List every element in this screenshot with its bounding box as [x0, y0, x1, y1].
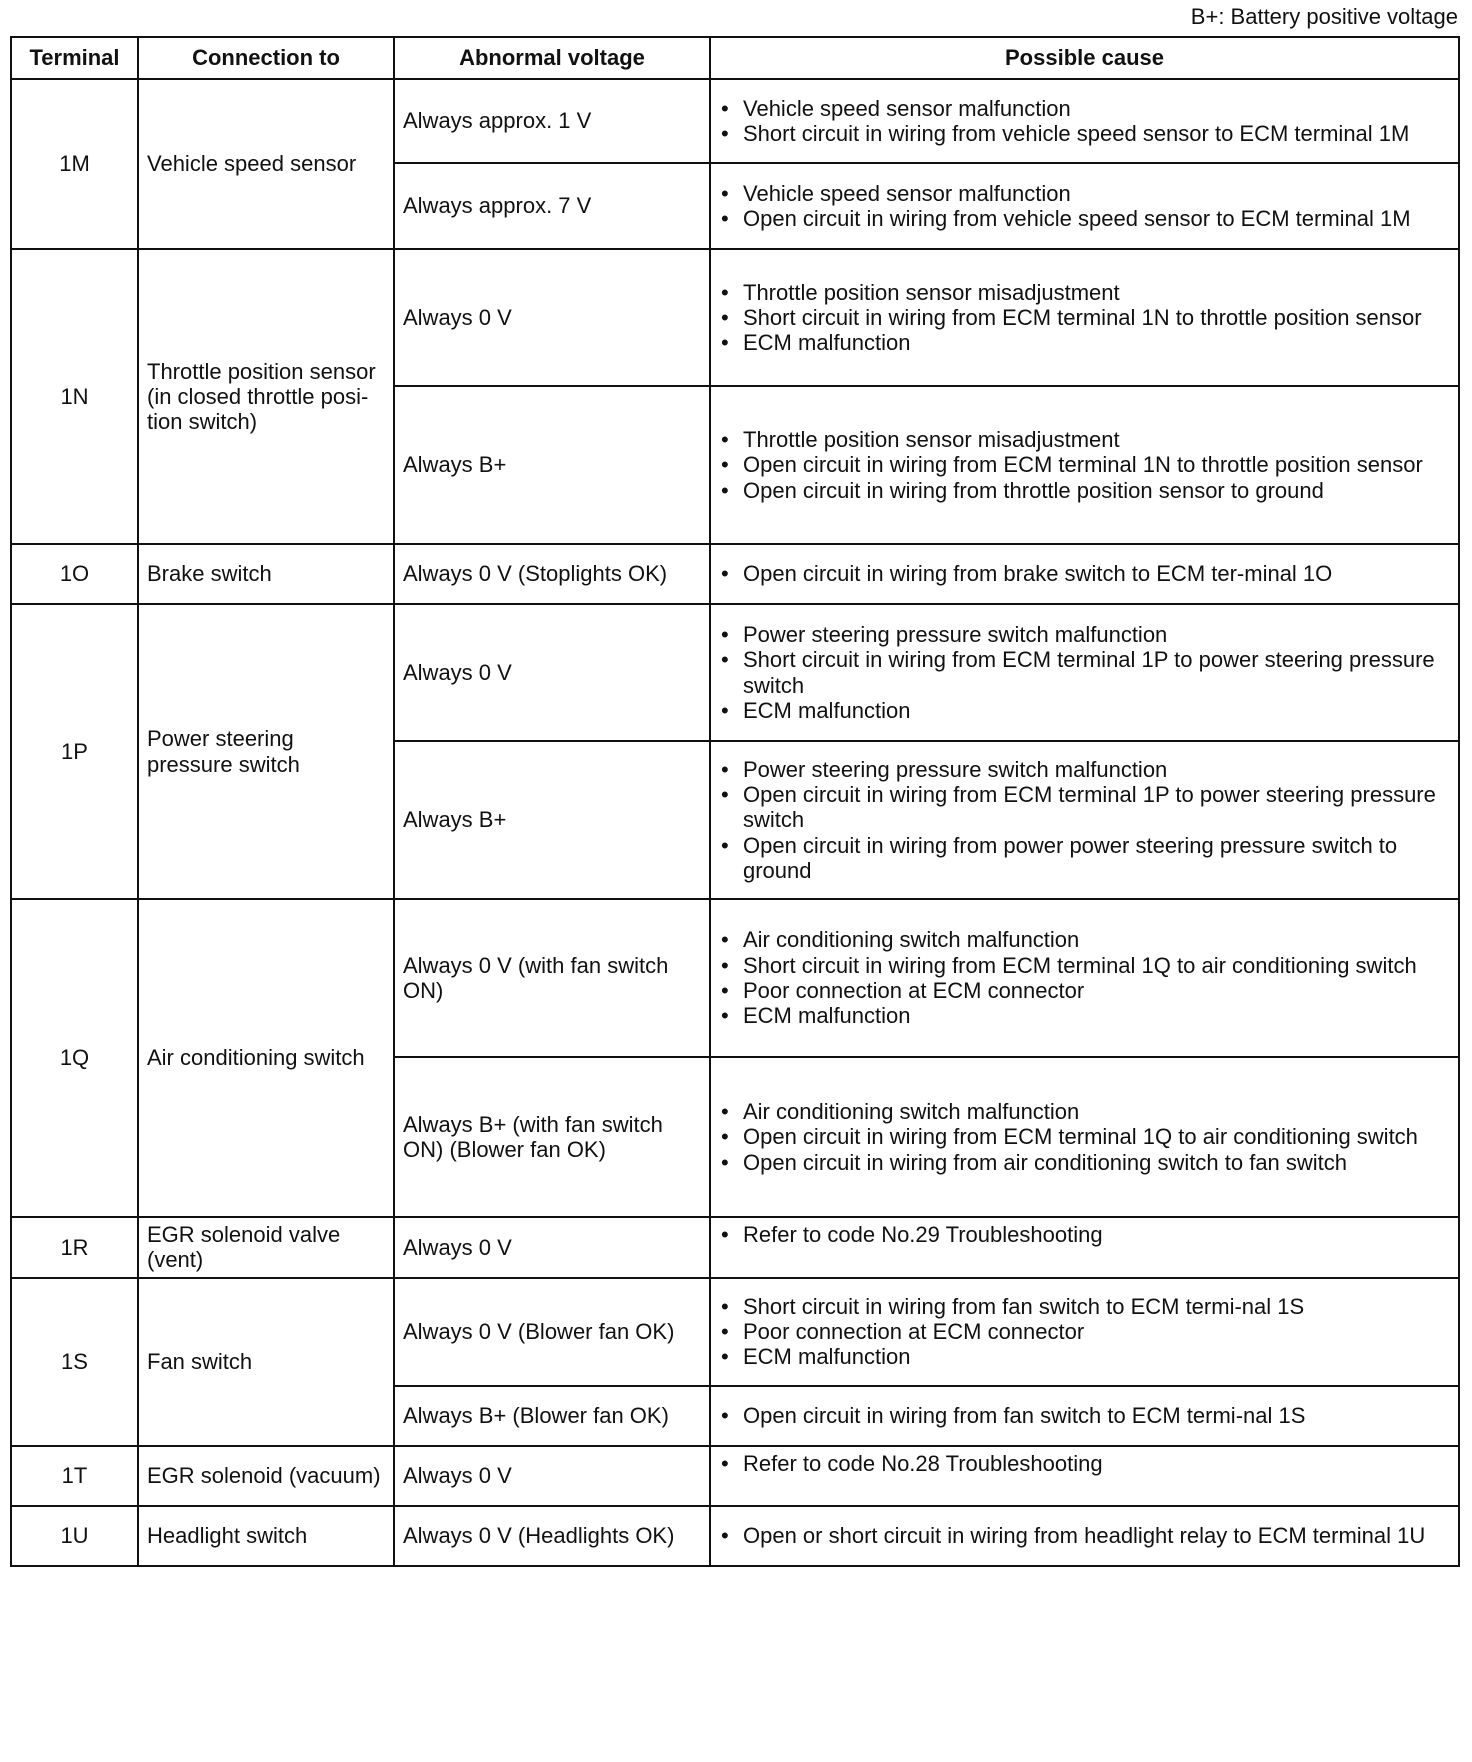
voltage-cell: Always 0 V (Blower fan OK)	[394, 1278, 710, 1386]
cause-list	[719, 927, 1450, 1028]
table-row	[11, 544, 1459, 604]
table-row	[11, 1217, 1459, 1278]
table-row	[11, 1506, 1459, 1566]
voltage-cell: Always approx. 7 V	[394, 163, 710, 249]
connection-cell: Headlight switch	[138, 1506, 394, 1566]
cause-item: • Short circuit in wiring from ECM terminal 1N to throttle position sensor	[743, 305, 1450, 330]
terminal-cell: 1U	[11, 1506, 138, 1566]
terminal-cell: 1P	[11, 604, 138, 899]
connection-cell: Throttle position sensor (in closed throttle posi-tion switch)	[138, 249, 394, 544]
cause-list	[719, 1222, 1450, 1247]
cause-cell	[710, 1446, 1459, 1506]
cause-list	[719, 1099, 1450, 1175]
cause-list	[719, 1403, 1450, 1428]
voltage-cell: Always 0 V	[394, 604, 710, 741]
cause-item: • Vehicle speed sensor malfunction	[743, 181, 1450, 206]
connection-cell: Air conditioning switch	[138, 899, 394, 1217]
terminal-cell: 1T	[11, 1446, 138, 1506]
table-row	[11, 1446, 1459, 1506]
cause-item: • Open circuit in wiring from ECM terminal 1Q to air conditioning switch	[743, 1124, 1450, 1149]
header-row	[11, 37, 1459, 79]
header-terminal: Terminal	[11, 37, 138, 79]
voltage-cell: Always 0 V (Headlights OK)	[394, 1506, 710, 1566]
cause-item: • Open circuit in wiring from power power steering pressure switch to ground	[743, 833, 1450, 884]
cause-item: • Open circuit in wiring from throttle position sensor to ground	[743, 478, 1450, 503]
voltage-cell: Always 0 V	[394, 249, 710, 386]
battery-note: B+: Battery positive voltage	[1190, 4, 1458, 29]
cause-list	[719, 622, 1450, 723]
cause-item: • Open circuit in wiring from ECM terminal 1P to power steering pressure switch	[743, 782, 1450, 833]
voltage-cell: Always B+ (with fan switch ON) (Blower fan OK)	[394, 1057, 710, 1217]
cause-list	[719, 427, 1450, 503]
cause-list	[719, 1451, 1450, 1476]
table-body	[11, 79, 1459, 1566]
cause-cell	[710, 1057, 1459, 1217]
voltage-cell: Always 0 V (with fan switch ON)	[394, 899, 710, 1057]
cause-cell	[710, 249, 1459, 386]
cause-item: • Throttle position sensor misadjustment	[743, 427, 1450, 452]
voltage-cell: Always B+	[394, 386, 710, 544]
connection-cell: EGR solenoid (vacuum)	[138, 1446, 394, 1506]
cause-item: • Open circuit in wiring from air conditioning switch to fan switch	[743, 1150, 1450, 1175]
cause-item: • Throttle position sensor misadjustment	[743, 280, 1450, 305]
cause-list	[719, 1294, 1450, 1370]
cause-item: • Poor connection at ECM connector	[743, 978, 1450, 1003]
cause-item: • Power steering pressure switch malfunction	[743, 622, 1450, 647]
cause-item: • Open or short circuit in wiring from headlight relay to ECM terminal 1U	[743, 1523, 1450, 1548]
connection-cell: Fan switch	[138, 1278, 394, 1446]
terminal-cell: 1Q	[11, 899, 138, 1217]
cause-item: • Power steering pressure switch malfunction	[743, 757, 1450, 782]
voltage-cell: Always B+ (Blower fan OK)	[394, 1386, 710, 1446]
cause-list	[719, 96, 1450, 147]
terminal-cell: 1O	[11, 544, 138, 604]
terminal-cell: 1N	[11, 249, 138, 544]
table-row	[11, 1278, 1459, 1386]
cause-item: • Short circuit in wiring from vehicle speed sensor to ECM terminal 1M	[743, 121, 1450, 146]
cause-item: • Refer to code No.28 Troubleshooting	[743, 1451, 1450, 1476]
cause-item: • ECM malfunction	[743, 1344, 1450, 1369]
connection-cell: Power steering pressure switch	[138, 604, 394, 899]
cause-list	[719, 757, 1450, 883]
terminal-cell: 1S	[11, 1278, 138, 1446]
cause-item: • Refer to code No.29 Troubleshooting	[743, 1222, 1450, 1247]
voltage-cell: Always 0 V (Stoplights OK)	[394, 544, 710, 604]
connection-cell: EGR solenoid valve (vent)	[138, 1217, 394, 1278]
cause-item: • Open circuit in wiring from fan switch to ECM termi-nal 1S	[743, 1403, 1450, 1428]
table-row	[11, 79, 1459, 163]
cause-item: • Air conditioning switch malfunction	[743, 927, 1450, 952]
cause-item: • Short circuit in wiring from fan switch to ECM termi-nal 1S	[743, 1294, 1450, 1319]
cause-item: • Short circuit in wiring from ECM terminal 1P to power steering pressure switch	[743, 647, 1450, 698]
voltage-cell: Always 0 V	[394, 1446, 710, 1506]
cause-cell	[710, 899, 1459, 1057]
cause-item: • ECM malfunction	[743, 330, 1450, 355]
cause-cell	[710, 1278, 1459, 1386]
table-row	[11, 249, 1459, 386]
cause-cell	[710, 1506, 1459, 1566]
cause-cell	[710, 386, 1459, 544]
table-row	[11, 604, 1459, 741]
cause-item: • ECM malfunction	[743, 1003, 1450, 1028]
connection-cell: Vehicle speed sensor	[138, 79, 394, 249]
voltage-cell: Always 0 V	[394, 1217, 710, 1278]
cause-list	[719, 1523, 1450, 1548]
cause-cell	[710, 163, 1459, 249]
terminal-cell: 1R	[11, 1217, 138, 1278]
cause-item: • Air conditioning switch malfunction	[743, 1099, 1450, 1124]
header-connection: Connection to	[138, 37, 394, 79]
header-voltage: Abnormal voltage	[394, 37, 710, 79]
cause-cell	[710, 79, 1459, 163]
cause-cell	[710, 1217, 1459, 1278]
cause-cell	[710, 741, 1459, 899]
terminal-cell: 1M	[11, 79, 138, 249]
voltage-cell: Always approx. 1 V	[394, 79, 710, 163]
troubleshooting-table	[10, 36, 1460, 1567]
cause-item: • Vehicle speed sensor malfunction	[743, 96, 1450, 121]
cause-list	[719, 561, 1450, 586]
cause-list	[719, 280, 1450, 356]
cause-item: • Poor connection at ECM connector	[743, 1319, 1450, 1344]
table-row	[11, 899, 1459, 1057]
cause-cell	[710, 1386, 1459, 1446]
header-cause: Possible cause	[710, 37, 1459, 79]
cause-list	[719, 181, 1450, 232]
connection-cell: Brake switch	[138, 544, 394, 604]
cause-cell	[710, 604, 1459, 741]
cause-item: • Open circuit in wiring from brake switch to ECM ter-minal 1O	[743, 561, 1450, 586]
cause-item: • Open circuit in wiring from ECM terminal 1N to throttle position sensor	[743, 452, 1450, 477]
cause-item: • Open circuit in wiring from vehicle speed sensor to ECM terminal 1M	[743, 206, 1450, 231]
cause-cell	[710, 544, 1459, 604]
cause-item: • Short circuit in wiring from ECM terminal 1Q to air conditioning switch	[743, 953, 1450, 978]
cause-item: • ECM malfunction	[743, 698, 1450, 723]
voltage-cell: Always B+	[394, 741, 710, 899]
